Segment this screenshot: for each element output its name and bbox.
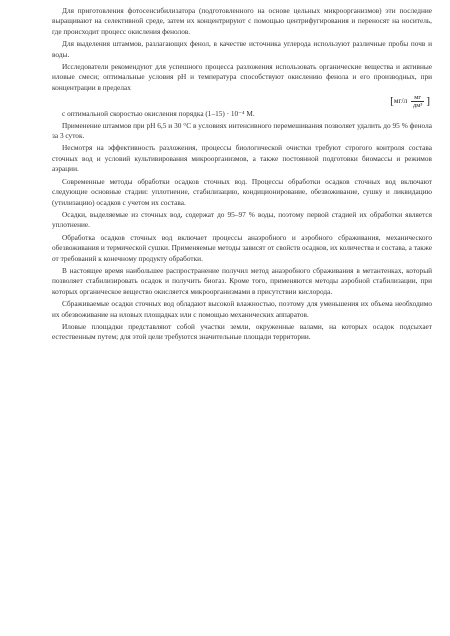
paragraph-11: Сбраживаемые осадки сточных вод обладают высокой влажностью, поэтому для уменьшения их объема необходимо их обезвоживание на иловых площадках или с помощью механических аппаратов.: [52, 299, 432, 319]
formula-fraction: [411, 94, 424, 109]
paragraph-2: Для выделения штаммов, разлагающих фенол, в качестве источника углерода используют различные пробы почв и воды.: [52, 39, 432, 59]
paragraph-5: Применение штаммов при рН 6,5 и 30 °С в условиях интенсивного перемешивания позволяет удалить до 95 % фенола за 3 суток.: [52, 120, 432, 141]
paragraph-12: Иловые площадки представляют собой участки земли, окруженные валами, на которых осадок подсыхает естественным путем; для этой цели требуются значительные площади территории.: [52, 321, 432, 342]
paragraph-7: Современные методы обработки осадков сточных вод. Процессы обработки осадков сточных вод включают следующие основные стадии: уплотнение, стабилизацию, кондиционирование, обезвоживание, сушку и ликвидацию (утилизацию) осадков с учетом их состава.: [52, 176, 432, 207]
paragraph-3: Исследователи рекомендуют для успешного процесса разложения использовать органические вещества и активные иловые смеси; оптимальные условия рН и температура способствуют окислению фенола и его производных, при концентрации в пределах: [52, 62, 432, 92]
paragraph-9: Обработка осадков сточных вод включает процессы анаэробного и аэробного сбраживания, механического обезвоживания и термической сушки. Применяемые методы зависят от свойств осадков, их количества и состава, а также от требований к конечному продукту обработки.: [52, 232, 432, 263]
page-bottom-space: [52, 344, 432, 354]
paragraph-1: Для приготовления фотосенсибилизатора (подготовленного на основе цельных микроорганизмов) эти последние выращивают на селективной среде, затем их концентрируют с помощью центрифугирования и переносят на носитель, где происходит процесс окисления фенолов.: [52, 6, 432, 36]
paragraph-4: с оптимальной скоростью окисления порядка (1–15) · 10⁻⁴ М.: [62, 109, 255, 119]
paragraph-10: В настоящее время наибольшее распространение получил метод анаэробного сбраживания в метантенках, который позволяет стабилизировать осадок и получить биогаз. Кроме того, применяются методы аэробной стабилизации, при которых органическое вещество окисляется микроорганизмами в присутствии кислорода.: [52, 265, 432, 296]
concentration-formula: [мг/л $\frac{мг}{\text{дм³}}$ ]: [390, 94, 430, 110]
formula-prefix: мг/л: [393, 96, 408, 106]
paragraph-6: Несмотря на эффективность разложения, процессы биологической очистки требуют строгого контроля состава сточных вод и условий культивирования микроорганизмов, а также постоянной подготовки биомассы и режимов аэрации.: [52, 143, 432, 174]
formula-denominator: дм³: [412, 102, 423, 110]
paragraph-8: Осадки, выделяемые из сточных вод, содержат до 95–97 % воды, поэтому первой стадией их обработки является уплотнение.: [52, 209, 432, 230]
formula-numerator: мг: [411, 94, 424, 102]
